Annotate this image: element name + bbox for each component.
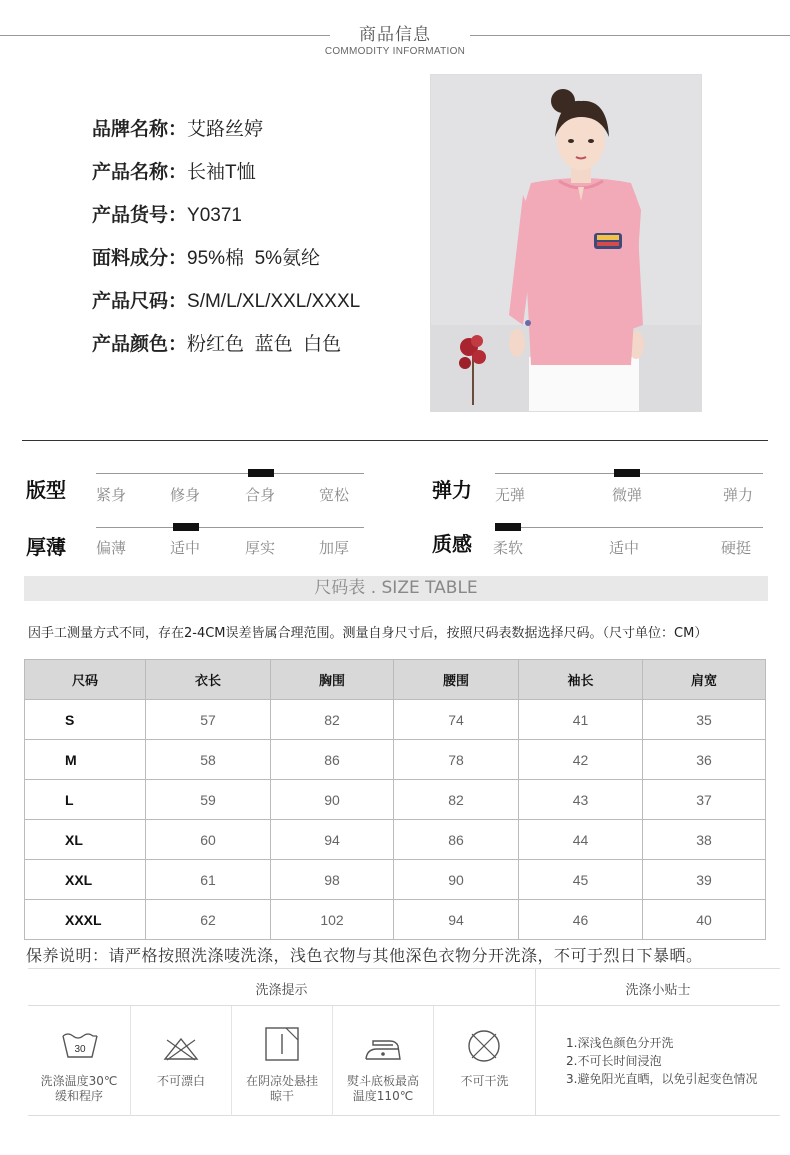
wash-30-cell (28, 1006, 130, 1116)
table-cell: 60 (146, 820, 271, 860)
table-row (25, 860, 766, 900)
column-header: 尺码 (25, 660, 146, 700)
column-header: 腰围 (394, 660, 519, 700)
elasticity-option: 弹力 (723, 486, 754, 504)
column-header: 袖长 (519, 660, 643, 700)
wash-label: 不可干洗 (460, 1074, 509, 1088)
texture-option: 适中 (609, 539, 640, 557)
thickness-selected-marker (173, 523, 199, 531)
fit-option: 修身 (170, 486, 201, 504)
thickness-option: 适中 (170, 539, 201, 557)
texture-selected-marker (495, 523, 521, 531)
table-cell: 62 (146, 900, 271, 940)
thickness-scale-line (96, 527, 364, 528)
table-row (25, 700, 766, 740)
size-table-title-bar: 尺码表 . SIZE TABLE (24, 576, 768, 601)
table-cell: 44 (519, 820, 643, 860)
table-cell: 40 (643, 900, 766, 940)
fit-option: 紧身 (96, 486, 127, 504)
fit-title: 版型 (26, 478, 66, 502)
texture-title: 质感 (432, 532, 472, 556)
table-row (25, 740, 766, 780)
care-instructions: 保养说明：请严格按照洗涤唛洗涤，浅色衣物与其他深色衣物分开洗涤，不可于烈日下暴晒。 (26, 946, 703, 965)
wash-tips (566, 1034, 757, 1088)
wash-label: 缓和程序 (54, 1089, 103, 1103)
table-row (25, 900, 766, 940)
wash-30-icon (61, 1030, 99, 1060)
elasticity-option: 无弹 (495, 486, 526, 504)
table-cell: 94 (271, 820, 394, 860)
table-cell: 82 (271, 700, 394, 740)
wash-label: 熨斗底板最高 (346, 1074, 419, 1088)
wash-label: 晾干 (269, 1089, 294, 1103)
wash-label: 洗涤温度30℃ (40, 1074, 118, 1088)
table-cell: 61 (146, 860, 271, 900)
table-cell: 59 (146, 780, 271, 820)
size-table (24, 659, 766, 940)
table-cell: 74 (394, 700, 519, 740)
iron-110-icon (363, 1038, 403, 1062)
table-cell: 37 (643, 780, 766, 820)
iron-cell (333, 1006, 433, 1116)
wash-heading: 洗涤提示 (255, 983, 308, 998)
no-dry-clean-cell (434, 1006, 535, 1116)
fit-option: 宽松 (319, 486, 350, 504)
table-header-row (25, 660, 766, 700)
size-cell: M (25, 740, 146, 780)
table-cell: 43 (519, 780, 643, 820)
no-dry-clean-icon (466, 1028, 502, 1064)
texture-scale-line (495, 527, 763, 528)
table-cell: 45 (519, 860, 643, 900)
table-cell: 35 (643, 700, 766, 740)
elasticity-title: 弹力 (432, 478, 472, 502)
measurement-note: 因手工测量方式不同，存在2-4CM误差皆属合理范围。测量自身尺寸后，按照尺码表数据选择尺码。（尺寸单位：CM） (28, 626, 708, 641)
section-divider (22, 440, 768, 441)
section-title: 商品信息 (359, 25, 431, 45)
product-photo (430, 74, 702, 412)
texture-option: 柔软 (493, 539, 524, 557)
no-bleach-icon (163, 1036, 199, 1062)
table-cell: 86 (394, 820, 519, 860)
table-cell: 78 (394, 740, 519, 780)
table-cell: 86 (271, 740, 394, 780)
elasticity-option: 微弹 (612, 486, 643, 504)
table-cell: 36 (643, 740, 766, 780)
table-cell: 46 (519, 900, 643, 940)
info-item-number: 产品货号：Y0371 (92, 204, 242, 226)
wash-label: 温度110℃ (352, 1089, 414, 1103)
info-sizes: 产品尺码：S/M/L/XL/XXL/XXXL (92, 290, 361, 312)
column-header: 肩宽 (643, 660, 766, 700)
line-dry-cell (232, 1006, 332, 1116)
wash-temp-label: 30 (74, 1044, 86, 1055)
size-cell: XL (25, 820, 146, 860)
info-fabric: 面料成分：95%棉 5%氨纶 (92, 247, 321, 269)
table-cell: 58 (146, 740, 271, 780)
info-product-name: 产品名称：长袖T恤 (92, 161, 256, 183)
tip-item: 2.不可长时间浸泡 (566, 1054, 662, 1068)
table-cell: 57 (146, 700, 271, 740)
thickness-option: 厚实 (245, 539, 276, 557)
elasticity-selected-marker (614, 469, 640, 477)
thickness-title: 厚薄 (26, 535, 66, 559)
fit-selected-marker (248, 469, 274, 477)
table-cell: 82 (394, 780, 519, 820)
size-cell: L (25, 780, 146, 820)
size-cell: S (25, 700, 146, 740)
wash-label: 在阴凉处悬挂 (245, 1074, 318, 1088)
table-cell: 38 (643, 820, 766, 860)
table-cell: 94 (394, 900, 519, 940)
column-header: 衣长 (146, 660, 271, 700)
size-cell: XXXL (25, 900, 146, 940)
thickness-option: 偏薄 (96, 539, 127, 557)
fit-option: 合身 (245, 486, 276, 504)
table-cell: 90 (271, 780, 394, 820)
fit-scale-line (96, 473, 364, 474)
table-cell: 90 (394, 860, 519, 900)
table-cell: 42 (519, 740, 643, 780)
wash-section (28, 968, 780, 1116)
size-cell: XXL (25, 860, 146, 900)
info-colors: 产品颜色：粉红色 蓝色 白色 (92, 333, 342, 355)
table-cell: 102 (271, 900, 394, 940)
table-row (25, 780, 766, 820)
table-cell: 39 (643, 860, 766, 900)
table-row (25, 820, 766, 860)
table-cell: 41 (519, 700, 643, 740)
table-cell: 98 (271, 860, 394, 900)
tip-item: 3.避免阳光直晒，以免引起变色情况 (566, 1072, 758, 1086)
tip-item: 1.深浅色颜色分开洗 (566, 1036, 674, 1050)
column-header: 胸围 (271, 660, 394, 700)
line-dry-shade-icon (264, 1026, 300, 1062)
wash-label: 不可漂白 (156, 1074, 205, 1088)
wash-rule (28, 968, 780, 969)
texture-option: 硬挺 (721, 539, 752, 557)
thickness-option: 加厚 (319, 539, 350, 557)
info-brand: 品牌名称：艾路丝婷 (92, 118, 264, 140)
section-subtitle: COMMODITY INFORMATION (324, 46, 466, 57)
tips-heading: 洗涤小贴士 (625, 983, 691, 998)
no-bleach-cell (131, 1006, 231, 1116)
